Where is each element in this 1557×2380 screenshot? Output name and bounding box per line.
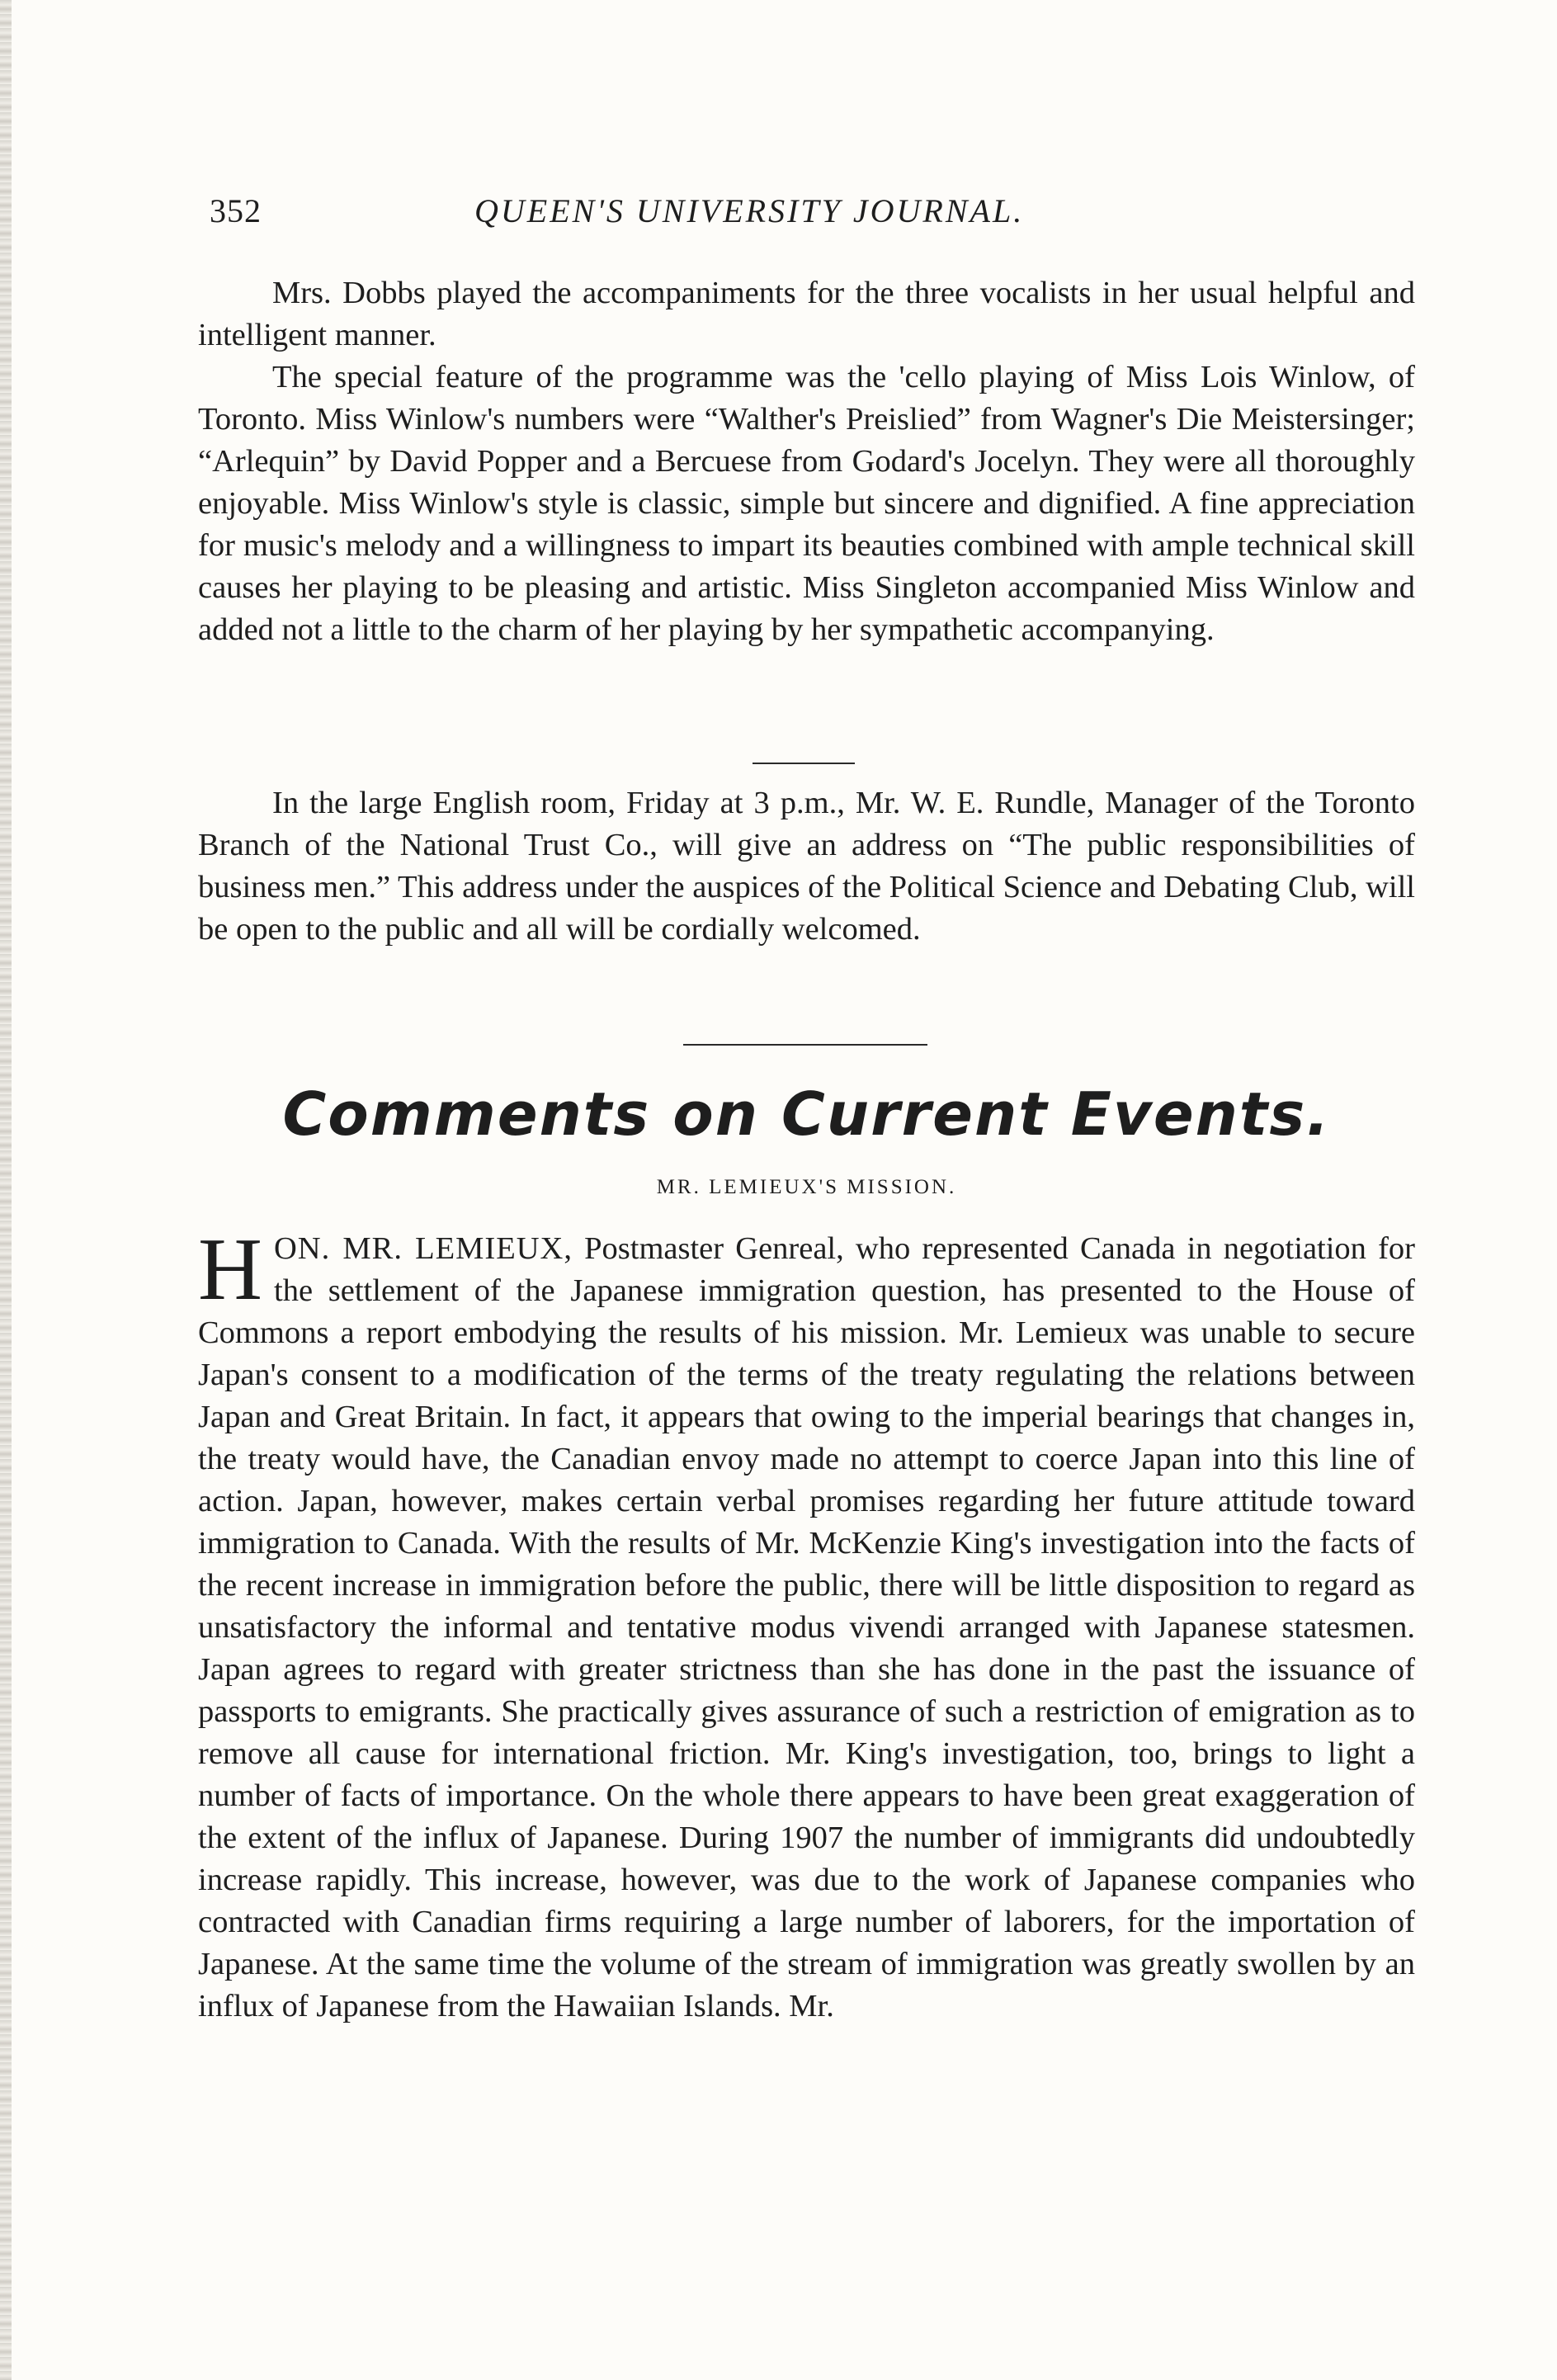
- paragraph-accompaniments: Mrs. Dobbs played the accompaniments for the three vocalists in her usual helpful and intelligent manner.: [198, 276, 1415, 352]
- article-text: Postmaster Genreal, who represented Canada in negotiation for the settlement of the Japanese immigration question, has presented to the House of Commons a report embodying the results of his mission. Mr. Lemieux was unable to secure Japan's consent to a modification of the terms of the treaty regulating the relations between Japan and Great Britain. In fact, it appears that owing to the imperial bearings that changes in, the treaty would have, the Canadian envoy made no attempt to coerce Japan into this line of action. Japan, however, makes certain verbal promises regarding her future attitude toward immigration to Canada. With the results of Mr. McKenzie King's investigation into the facts of the recent increase in immigration before the public, there will be little disposition to regard as unsatisfactory the informal and tentative modus vivendi arranged with Japanese statesmen. Japan agrees to regard with greater strictness than she has done in the past the issuance of passports to emigrants. She practically gives assurance of such a restriction of emigration as to remove all cause for international friction. Mr. King's investigation, too, brings to light a number of facts of importance. On the whole there appears to have been great exaggeration of the extent of the influx of Japanese. During 1907 the number of immigrants did undoubtedly increase rapidly. This increase, however, was due to the work of Japanese companies who contracted with Canadian firms requiring a large number of laborers, for the importation of Japanese. At the same time the volume of the stream of immigration was greatly swollen by an influx of Japanese from the Hawaiian Islands. Mr.: [198, 1231, 1415, 2023]
- section-divider: [753, 763, 855, 764]
- lead-caps: ON. MR. LEMIEUX,: [274, 1231, 573, 1266]
- page-header: [198, 191, 1419, 241]
- article-subheading: MR. LEMIEUX'S MISSION.: [656, 1176, 957, 1198]
- section-title: Comments on Current Events.: [282, 1079, 1331, 1149]
- article-body: [198, 1221, 1415, 2028]
- paragraph-rundle-address: In the large English room, Friday at 3 p.m., Mr. W. E. Rundle, Manager of the Toronto Branch of the National Trust Co., will give an address on “The public responsibilities of business men.” This address under the auspices of the Political Science and Debating Club, will be open to the public and all will be cordially welcomed.: [198, 786, 1415, 947]
- page-edge-shadow: [0, 0, 12, 2380]
- paragraph-cello-playing: The special feature of the programme was the 'cello playing of Miss Lois Winlow, of Toronto. Miss Winlow's numbers were “Walther's Preislied” from Wagner's Die Meistersinger; “Arlequin” by David Popper and a Bercuese from Godard's Jocelyn. They were all thoroughly enjoyable. Miss Winlow's style is classic, simple but sincere and dignified. A fine appreciation for music's melody and a willingness to impart its beauties combined with ample technical skill causes her playing to be pleasing and artistic. Miss Singleton accompanied Miss Winlow and added not a little to the charm of her playing by her sympathetic accompanying.: [198, 360, 1415, 647]
- section-divider: [683, 1044, 927, 1046]
- drop-cap: H: [198, 1221, 262, 1319]
- page-number: 352: [210, 192, 262, 229]
- running-title: QUEEN'S UNIVERSITY JOURNAL.: [474, 192, 1025, 229]
